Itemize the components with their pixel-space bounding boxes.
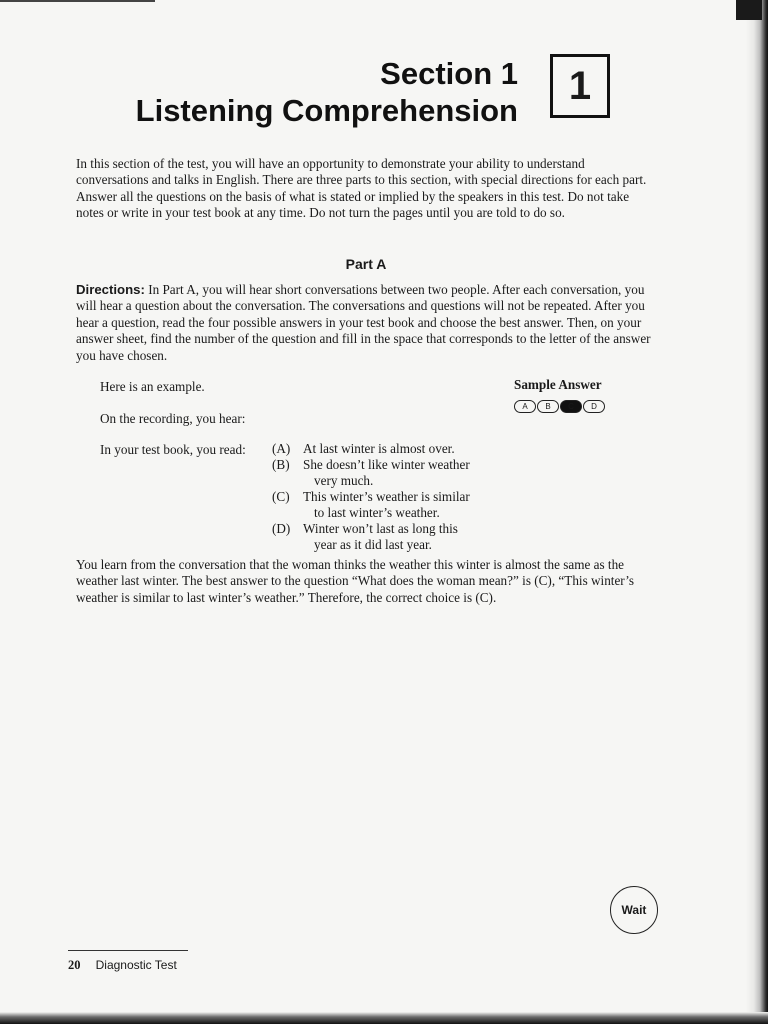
footer-rule [68, 950, 188, 951]
option-letter: (B) [272, 457, 290, 473]
sample-answer-bubbles [514, 400, 605, 413]
option-text-continued: to last winter’s weather. [314, 504, 440, 520]
wait-badge: Wait [610, 886, 658, 934]
answer-bubble-c: C [560, 400, 582, 413]
page-footer [68, 958, 177, 973]
answer-bubble-a: A [514, 400, 536, 413]
answer-options [272, 441, 512, 553]
option-text-continued: year as it did last year. [314, 536, 432, 552]
sample-answer-label: Sample Answer [514, 377, 602, 392]
directions-paragraph [76, 282, 656, 364]
answer-option [272, 489, 512, 521]
answer-option [272, 521, 512, 553]
page-number: 20 [68, 958, 81, 972]
page-edge-right [746, 0, 768, 1024]
directions-text: In Part A, you will hear short conversations between two people. After each conversation, you will hear a question about the conversation. The conversations and questions will not be repeated. After you hear a question, read the four possible answers in your test book and choose the best answer. Then, on your answer sheet, find the number of the question and fill in the space that corresponds to the letter of the answer you have chosen. [76, 282, 651, 363]
intro-paragraph: In this section of the test, you will have an opportunity to demonstrate your ability to understand conversations and talks in English. There are three parts to this section, with special directions for each part. Answer all the questions on the basis of what is stated or implied by the speakers in this test. Do not take notes or write in your test book at any time. Do not turn the pages until you are told to do so. [76, 156, 647, 221]
option-letter: (A) [272, 441, 291, 456]
example-intro: Here is an example. [100, 379, 205, 394]
answer-option [272, 457, 512, 489]
answer-bubble-b: B [537, 400, 559, 413]
footer-title: Diagnostic Test [95, 958, 177, 972]
answer-option [272, 441, 512, 457]
option-text: Winter won’t last as long this [303, 521, 458, 537]
section-title-line1: Section 1 [380, 56, 518, 91]
page-edge-bottom [0, 1012, 768, 1024]
option-text: She doesn’t like winter weather [303, 457, 470, 473]
option-text: This winter’s weather is similar [303, 489, 470, 505]
section-title [136, 56, 518, 130]
explanation-paragraph: You learn from the conversation that the woman thinks the weather this winter is almost the same as the weather last winter. The best answer to the question “What does the woman mean?” is (C), “This winter’s weather is similar to last winter’s weather.” Therefore, the correct choice is (C). [76, 557, 634, 605]
page-edge-top [0, 0, 155, 2]
page-corner-mark [736, 0, 762, 20]
option-letter: (C) [272, 489, 290, 505]
answer-bubble-d: D [583, 400, 605, 413]
example-hear-label: On the recording, you hear: [100, 411, 246, 426]
option-letter: (D) [272, 521, 291, 537]
section-number-box: 1 [550, 54, 610, 118]
section-title-line2: Listening Comprehension [135, 93, 518, 128]
example-read-label: In your test book, you read: [100, 442, 246, 457]
option-text-continued: very much. [314, 472, 374, 488]
option-text: At last winter is almost over. [303, 441, 455, 456]
directions-label: Directions: [76, 282, 145, 297]
part-heading: Part A [345, 256, 387, 272]
